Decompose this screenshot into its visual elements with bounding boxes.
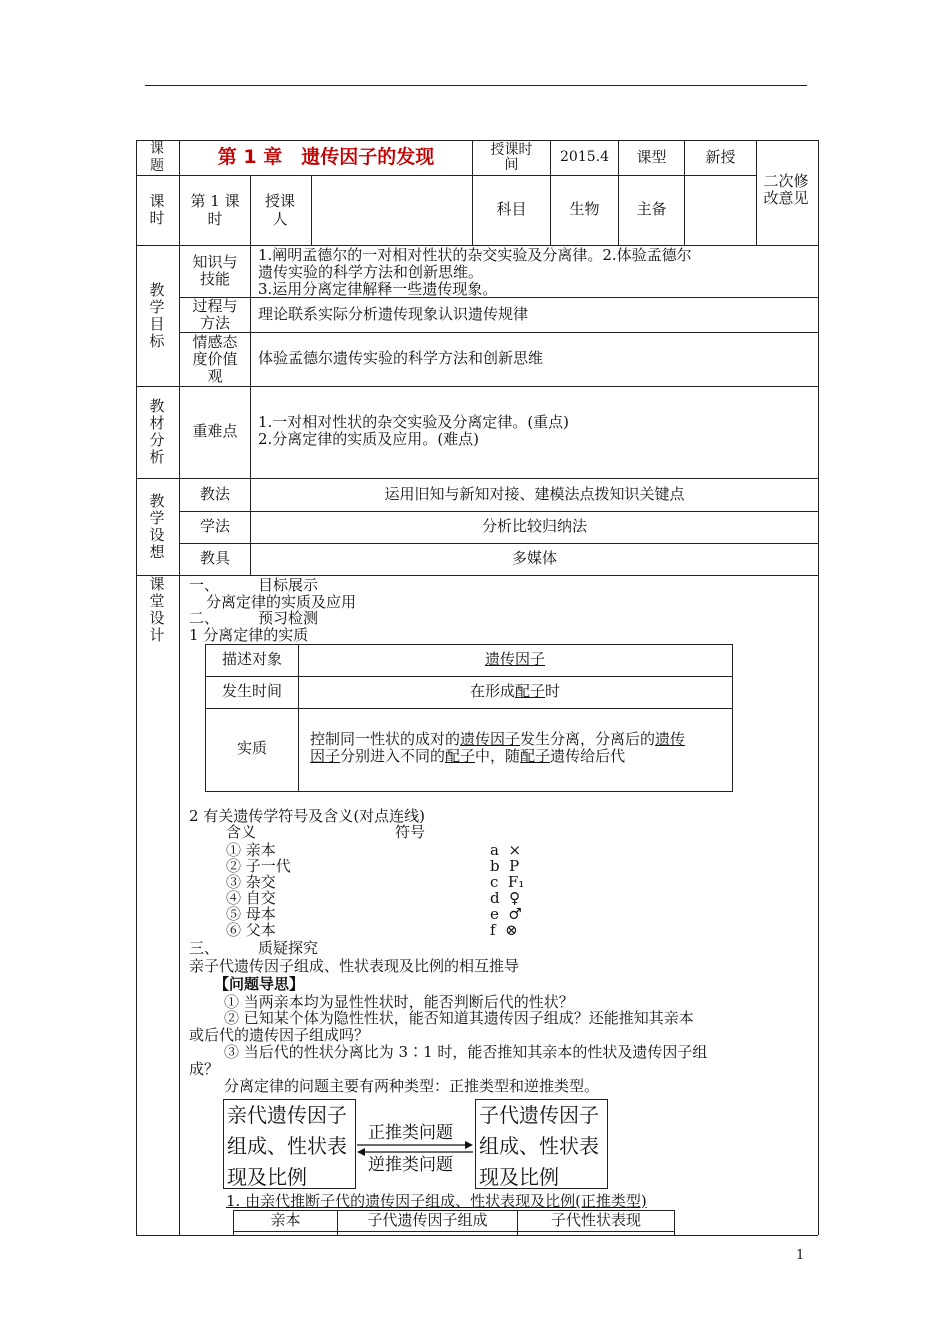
guide-q2-line1: ② 已知某个体为隐性性状，能否知道其遗传因子组成？还能推知其亲本 <box>224 1009 694 1027</box>
offspring-box-line1: 子代遗传因子 <box>479 1103 599 1127</box>
t1-value-time <box>299 676 731 708</box>
guide-q1: ① 当两亲本均为显性性状时，能否判断后代的性状？ <box>224 993 574 1011</box>
q1-heading: 1 分离定律的实质 <box>189 626 309 644</box>
t2-header-parent: 亲本 <box>270 1210 301 1229</box>
symbol-item: d ♀ <box>490 889 521 907</box>
date-value: 2015.4 <box>560 149 609 166</box>
t1-ess-e: 因子 <box>310 747 341 765</box>
t1-ess-j: 遗传给后代 <box>550 747 626 765</box>
q2-heading: 2 有关遗传学符号及含义(对点连线) <box>189 807 426 825</box>
section-jiaoxue-mubiao: 教学目标 <box>149 280 165 350</box>
backward-label: 逆推类问题 <box>368 1155 453 1175</box>
s1-text: 分离定律的实质及应用 <box>206 593 357 611</box>
t1-ess-f: 分别进入不同的 <box>340 747 446 765</box>
symbol-item: c F₁ <box>490 873 525 891</box>
parent-box-line3: 现及比例 <box>227 1165 307 1189</box>
t1-label-object: 描述对象 <box>221 650 282 669</box>
shoukeren-value <box>312 175 472 245</box>
t2-header-genotype: 子代遗传因子组成 <box>367 1210 488 1229</box>
meaning-item: ⑥ 父本 <box>226 921 276 939</box>
s1-title: 目标展示 <box>258 576 319 594</box>
meaning-item: ④ 自交 <box>226 889 276 907</box>
t1-time-ul: 配子 <box>514 682 545 701</box>
t1-ess-i: 配子 <box>520 747 551 765</box>
symbol-item: e ♂ <box>490 905 522 923</box>
label-xuefa: 学法 <box>199 517 230 536</box>
symbol-item: b P <box>490 857 520 875</box>
t1-ess-h: 中，随 <box>475 747 521 765</box>
section-ketang-sheji: 课堂设计 <box>149 575 165 644</box>
label-zhubei: 主备 <box>636 200 667 219</box>
kexing-value: 新授 <box>705 147 736 166</box>
t1-ess-g: 配子 <box>445 747 476 765</box>
meaning-item: ⑤ 母本 <box>226 905 276 923</box>
header-rule <box>145 85 807 86</box>
page-title: 第 1 章 遗传因子的发现 <box>217 145 435 168</box>
t1-label-essence: 实质 <box>236 739 267 758</box>
meaning-item: ① 亲本 <box>226 841 276 859</box>
goal-knowledge-line1: 1.阐明孟德尔的一对相对性状的杂交实验及分离律。2.体验孟德尔 <box>258 246 692 264</box>
goal-knowledge-line2: 遗传实验的科学方法和创新思维。 <box>258 263 484 281</box>
guide-heading: 【问题导思】 <box>214 975 305 993</box>
meaning-item: ② 子一代 <box>226 857 291 875</box>
s3-subtitle: 亲子代遗传因子组成、性状表现及比例的相互推导 <box>189 957 520 975</box>
label-zhishi-jineng: 知识与技能 <box>192 253 238 288</box>
material-line1: 1.一对相对性状的杂交实验及分离定律。(重点) <box>258 413 570 431</box>
q2-symbol-header: 符号 <box>395 823 426 841</box>
meaning-item: ③ 杂交 <box>226 873 276 891</box>
t1-time-pre: 在形成 <box>469 682 515 701</box>
symbol-item: f ⊗ <box>490 921 518 939</box>
xuefa-text: 分析比较归纳法 <box>481 517 587 536</box>
label-zhongnandian: 重难点 <box>192 422 238 441</box>
t1-value-object: 遗传因子 <box>484 650 545 669</box>
label-qinggan-taidu: 情感态度价值观 <box>192 332 238 385</box>
s1-num: 一、 <box>189 576 220 594</box>
offspring-box <box>475 1099 608 1189</box>
t1-label-time: 发生时间 <box>221 682 282 701</box>
label-shoukeshijian: 授课时间 <box>490 141 533 173</box>
t1-time-post: 时 <box>545 682 561 701</box>
goal-knowledge-line3: 3.运用分离定律解释一些遗传现象。 <box>258 280 498 298</box>
guide-q2-line2: 或后代的遗传因子组成吗？ <box>189 1026 370 1044</box>
problem-types-text: 分离定律的问题主要有两种类型：正推类型和逆推类型。 <box>224 1077 600 1095</box>
parent-box-line1: 亲代遗传因子 <box>227 1103 347 1127</box>
parent-box <box>223 1099 356 1189</box>
section-jiaocai-fenxi: 教材分析 <box>149 397 165 466</box>
material-line2: 2.分离定律的实质及应用。(难点) <box>258 430 480 448</box>
jiaofa-text: 运用旧知与新知对接、建模法点拨知识关键点 <box>384 484 685 503</box>
t2-header-phenotype: 子代性状表现 <box>550 1210 641 1229</box>
label-jiaoju: 教具 <box>199 549 230 568</box>
t1-ess-c: 发生分离，分离后的 <box>520 730 656 748</box>
t1-ess-d: 遗传 <box>655 730 686 748</box>
label-kemu: 科目 <box>496 200 527 219</box>
s2-num: 二、 <box>189 609 220 627</box>
item1-heading: 1. 由亲代推断子代的遗传因子组成、性状表现及比例(正推类型) <box>226 1192 647 1210</box>
forward-label: 正推类问题 <box>368 1123 453 1143</box>
s2-title: 预习检测 <box>258 609 319 627</box>
keshi-value: 第 1 课时 <box>190 192 240 228</box>
offspring-box-line2: 组成、性状表 <box>479 1134 599 1158</box>
jiaoju-text: 多媒体 <box>511 549 557 568</box>
goal-emotion-text: 体验孟德尔遗传实验的科学方法和创新思维 <box>258 349 544 367</box>
t1-ess-a: 控制同一性状的成对的 <box>310 730 461 748</box>
label-guocheng-fangfa: 过程与方法 <box>192 296 238 332</box>
offspring-box-line3: 现及比例 <box>479 1165 559 1189</box>
page-number: 1 <box>796 1248 805 1263</box>
label-kexing: 课型 <box>636 147 667 166</box>
section-jiaoxue-shexiang: 教学设想 <box>149 491 165 561</box>
q2-meaning-header: 含义 <box>226 823 257 841</box>
label-keti: 课题 <box>150 140 164 174</box>
label-jiaofa: 教法 <box>199 484 230 503</box>
kemu-value: 生物 <box>569 200 600 219</box>
t1-value-essence <box>310 731 725 765</box>
label-keshi: 课时 <box>149 192 165 227</box>
label-erci-xiugai: 二次修改意见 <box>763 172 809 207</box>
s3-num: 三、 <box>189 939 220 957</box>
guide-q3-line1: ③ 当后代的性状分离比为 3∶1 时，能否推知其亲本的性状及遗传因子组 <box>224 1043 708 1061</box>
t1-ess-b: 遗传因子 <box>460 730 521 748</box>
s3-title: 质疑探究 <box>258 939 319 957</box>
goal-process-text: 理论联系实际分析遗传现象认识遗传规律 <box>258 305 529 323</box>
zhubei-value <box>685 175 756 245</box>
symbol-item: a × <box>490 841 522 859</box>
label-shoukeren: 授课人 <box>264 192 295 228</box>
guide-q3-line2: 成？ <box>189 1060 220 1078</box>
parent-box-line2: 组成、性状表 <box>227 1134 347 1158</box>
